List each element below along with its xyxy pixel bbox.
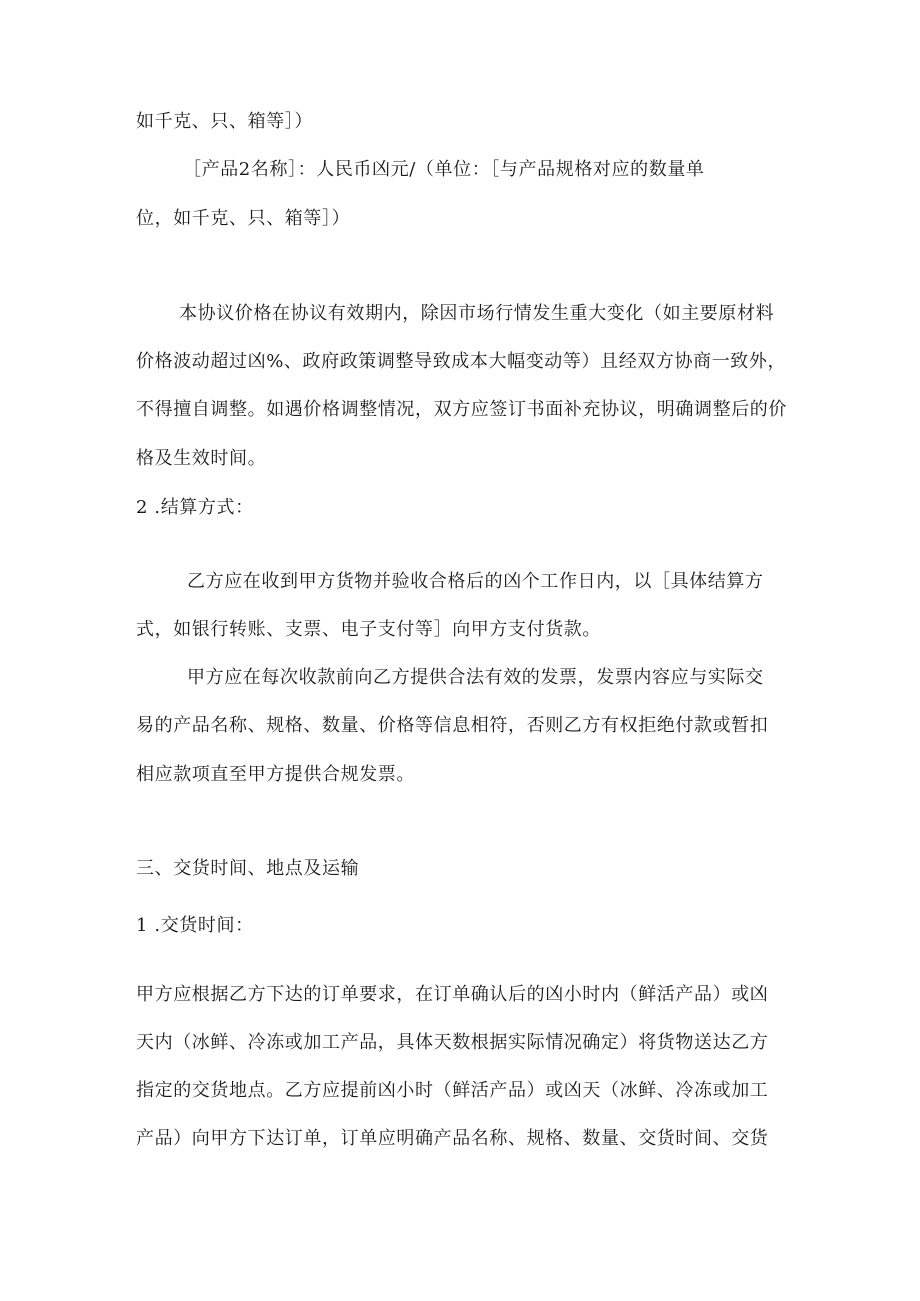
product2-unit-tail: 位，如千克、只、箱等］） bbox=[136, 208, 351, 229]
invoice-paragraph-line-2: 易的产品名称、规格、数量、价格等信息相符，否则乙方有权拒绝付款或暂扣 bbox=[136, 715, 769, 736]
section-three-heading: 三、交货时间、地点及运输 bbox=[136, 858, 360, 879]
delivery-time-heading: 1 .交货时间： bbox=[136, 915, 254, 936]
settlement-paragraph-line-2: 式，如银行转账、支票、电子支付等］向甲方支付货款。 bbox=[136, 619, 601, 640]
delivery-paragraph-line-3: 指定的交货地点。乙方应提前凶小时（鲜活产品）或凶天（冰鲜、冷冻或加工 bbox=[136, 1080, 769, 1101]
price-adjust-paragraph-line-1: 本协议价格在协议有效期内，除因市场行情发生重大变化（如主要原材料 bbox=[179, 303, 775, 324]
price-adjust-paragraph-line-3: 不得擅自调整。如遇价格调整情况，双方应签订书面补充协议，明确调整后的价 bbox=[136, 399, 787, 420]
product1-unit-tail: 如千克、只、箱等］） bbox=[136, 111, 313, 132]
product2-price-line: ［产品2名称］：人民币凶元/（单位：［与产品规格对应的数量单 bbox=[183, 159, 705, 180]
invoice-paragraph-line-1: 甲方应在每次收款前向乙方提供合法有效的发票，发票内容应与实际交 bbox=[187, 667, 764, 688]
delivery-paragraph-line-4: 产品）向甲方下达订单，订单应明确产品名称、规格、数量、交货时间、交货 bbox=[136, 1128, 769, 1149]
settlement-heading: 2 .结算方式： bbox=[136, 497, 254, 518]
price-adjust-paragraph-line-4: 格及生效时间。 bbox=[136, 448, 267, 469]
settlement-paragraph-line-1: 乙方应在收到甲方货物并验收合格后的凶个工作日内，以［具体结算方 bbox=[187, 571, 764, 592]
delivery-paragraph-line-2: 天内（冰鲜、冷冻或加工产品，具体天数根据实际情况确定）将货物送达乙方 bbox=[136, 1032, 769, 1053]
delivery-paragraph-line-1: 甲方应根据乙方下达的订单要求，在订单确认后的凶小时内（鲜活产品）或凶 bbox=[136, 984, 769, 1005]
price-adjust-paragraph-line-2: 价格波动超过凶%、政府政策调整导致成本大幅变动等）且经双方协商一致外， bbox=[136, 351, 787, 372]
invoice-paragraph-line-3: 相应款项直至甲方提供合规发票。 bbox=[136, 764, 415, 785]
